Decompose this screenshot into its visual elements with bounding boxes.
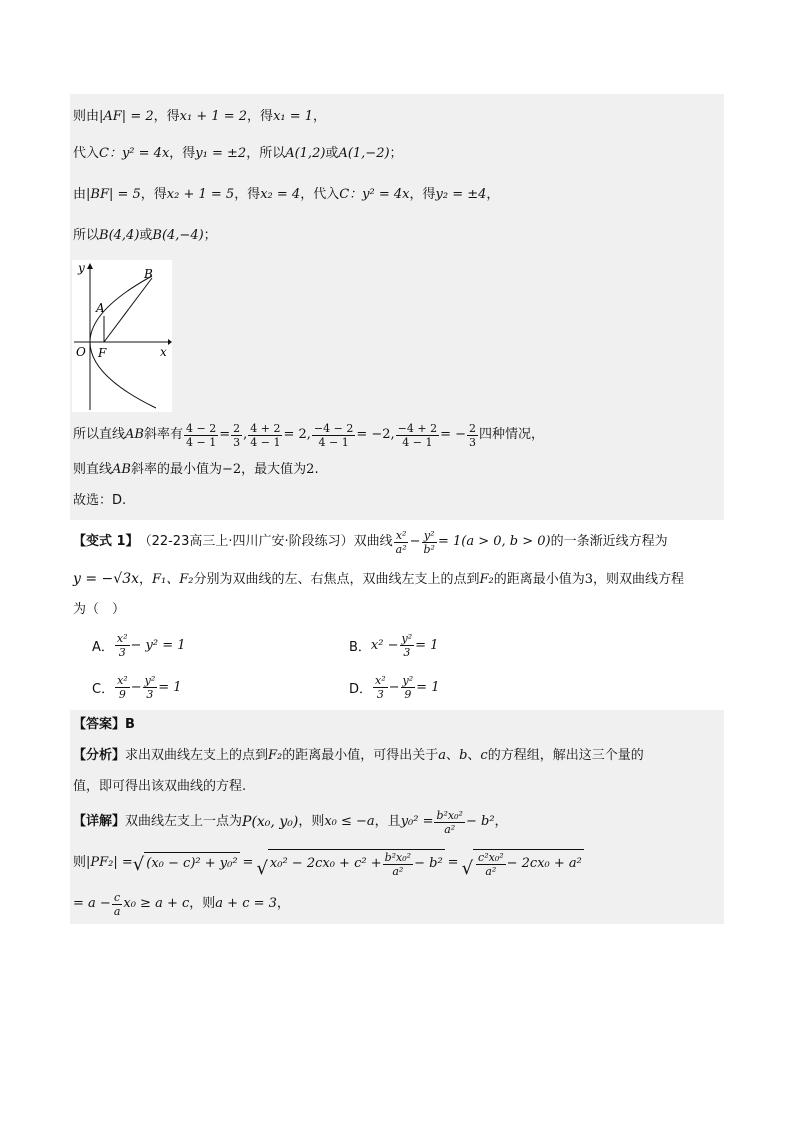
text: 或: [325, 146, 339, 161]
math: = 2,: [283, 427, 311, 442]
text: 由: [73, 187, 87, 202]
fraction: [401, 674, 416, 701]
text: ，: [486, 187, 500, 202]
text: ，则双曲线方程: [593, 572, 685, 587]
math: − y² = 1: [130, 637, 186, 653]
text: 为（ ）: [73, 602, 126, 617]
math: 2: [306, 462, 315, 477]
text: ；: [389, 146, 403, 161]
text: 的一条渐近线方程为: [550, 534, 668, 549]
text: ，: [313, 109, 327, 124]
math: |PF₂| =: [86, 855, 133, 870]
text: 故选：D.: [73, 493, 127, 508]
numerator: −4 − 2: [313, 421, 354, 435]
fraction: [476, 851, 506, 878]
denominator: 3: [233, 435, 241, 449]
text: 、: [467, 748, 481, 763]
line-substitute-a: [70, 134, 724, 174]
text: 的距离最小值，可得出关于: [282, 748, 439, 763]
math: x² −: [370, 637, 399, 653]
math: − b²: [465, 814, 495, 829]
math: x₁ = 1: [273, 109, 314, 124]
math: x₁ + 1 = 2: [179, 109, 248, 124]
origin-label: O: [76, 345, 86, 359]
point-b-label: B: [144, 267, 153, 281]
text: 则: [73, 855, 87, 870]
text: ，则: [189, 896, 216, 911]
denominator: a²: [485, 864, 497, 878]
math: − 2cx₀ + a²: [506, 856, 582, 871]
fraction: [115, 632, 130, 659]
math: B(4,−4): [152, 228, 204, 243]
math: AB: [125, 427, 144, 442]
numerator: b²x₀²: [384, 850, 412, 864]
square-root: [256, 849, 444, 878]
square-root: [133, 852, 240, 874]
radical-sign: √: [132, 854, 145, 875]
point-a-label: A: [96, 301, 105, 315]
denominator: 4 − 1: [318, 435, 349, 449]
math: F₂: [268, 748, 283, 763]
numerator: c: [114, 890, 121, 904]
numerator: 2: [469, 421, 477, 435]
option-a-label: A．: [92, 639, 114, 655]
math: AB: [112, 462, 131, 477]
math: y₂ = ±4: [435, 187, 487, 202]
text: ，且: [374, 814, 401, 829]
line-min-max: [70, 454, 724, 486]
math: = 1: [416, 679, 440, 695]
numerator: 4 − 2: [185, 421, 217, 435]
math: x₂ + 1 = 5: [166, 187, 235, 202]
text: 或: [139, 228, 153, 243]
math: c: [480, 748, 488, 763]
text: ，得: [140, 187, 167, 202]
text: 的距离最小值为: [493, 572, 585, 587]
math: =: [242, 855, 254, 870]
math: = a −: [73, 896, 111, 911]
question-line-3: [70, 594, 724, 626]
option-c[interactable]: [92, 668, 182, 706]
math: x₂ = 4: [260, 187, 301, 202]
x-axis-arrow: [168, 339, 172, 345]
option-d[interactable]: [349, 668, 439, 706]
text: ；: [203, 228, 217, 243]
question-line-2: [70, 564, 724, 594]
radical-sign: √: [256, 857, 268, 879]
answer-value: B: [125, 717, 135, 732]
answer-block: [70, 710, 724, 924]
math: y₀² =: [400, 814, 434, 829]
text: 值，即可得出该双曲线的方程.: [73, 779, 247, 794]
analysis-tag: 【分析】: [73, 748, 126, 763]
math: A(1,−2): [338, 146, 390, 161]
fraction: [184, 422, 218, 449]
math: x₀² − 2cx₀ + c² +: [269, 856, 382, 871]
fraction: [143, 674, 158, 701]
fraction: [312, 422, 355, 449]
fraction: [394, 529, 409, 556]
option-b[interactable]: [349, 626, 438, 664]
math: a + c = 3: [215, 896, 277, 911]
text: 的方程组，解出这三个量的: [487, 748, 644, 763]
numerator: y²: [402, 673, 414, 687]
text: 所以: [73, 228, 100, 243]
math: −: [388, 679, 400, 695]
question-line-1: [70, 520, 724, 564]
fraction: [248, 422, 282, 449]
denominator: 4 − 1: [250, 435, 281, 449]
radicand: (x₀ − c)² + y₀²: [144, 852, 239, 874]
denominator: a²: [392, 864, 404, 878]
denominator: 9: [118, 687, 126, 701]
denominator: 3: [403, 645, 411, 659]
text: ，最大值为: [241, 462, 307, 477]
fraction: [231, 422, 242, 449]
math: |BF| = 5: [86, 187, 141, 202]
numerator: y²: [423, 528, 435, 542]
denominator: 3: [146, 687, 154, 701]
denominator: b²: [423, 542, 435, 556]
denominator: 3: [469, 435, 477, 449]
math: −2: [221, 462, 242, 477]
math: b: [459, 748, 468, 763]
text: 分别为双曲线的左、右焦点，双曲线左支上的点到: [193, 572, 480, 587]
document-page: [70, 94, 724, 924]
math: =: [447, 855, 459, 870]
denominator: a: [113, 904, 121, 918]
answer-tag: 【答案】: [73, 717, 126, 732]
y-axis-arrow: [87, 263, 93, 269]
text: ，: [494, 814, 508, 829]
math: =: [219, 427, 231, 442]
segment-fb: [104, 278, 152, 342]
denominator: a²: [444, 822, 456, 836]
denominator: a²: [395, 542, 407, 556]
numerator: 2: [233, 421, 241, 435]
denominator: 4 − 1: [402, 435, 433, 449]
detail-line-2: [70, 842, 724, 884]
math: P(x₀, y₀): [242, 814, 299, 830]
option-a[interactable]: [92, 626, 186, 664]
analysis-line-2: [70, 772, 724, 802]
text: ，则: [298, 814, 325, 829]
math: C：y² = 4x: [99, 146, 170, 161]
detail-line-3: [70, 884, 724, 924]
options: [70, 626, 724, 710]
text: 则直线: [73, 462, 113, 477]
parabola-figure: [70, 256, 724, 416]
math: x₀ ≤ −a: [324, 814, 375, 829]
math: B(4,4): [99, 228, 140, 243]
radical-sign: √: [461, 857, 474, 879]
numerator: x²: [375, 673, 386, 687]
variant-tag: 【变式 1】: [73, 534, 139, 549]
math: = 1(a > 0, b > 0): [437, 534, 551, 549]
fraction: [434, 809, 464, 836]
radicand: [473, 849, 584, 878]
text: ，: [276, 896, 290, 911]
denominator: 4 − 1: [185, 435, 217, 449]
text: 则由: [73, 109, 100, 124]
denominator: 9: [404, 687, 412, 701]
math: |AF| = 2: [99, 109, 154, 124]
fraction: [467, 422, 478, 449]
math: −: [409, 534, 421, 549]
point-f-label: F: [98, 346, 107, 360]
text: 、: [446, 748, 460, 763]
text: 所以直线: [73, 427, 126, 442]
question-block: [70, 520, 724, 710]
text: 斜率的最小值为: [130, 462, 222, 477]
math: F₂: [479, 572, 494, 587]
text: 求出双曲线左支上的点到: [125, 748, 269, 763]
math: a: [438, 748, 447, 763]
numerator: x²: [395, 528, 407, 542]
math: = −: [440, 427, 467, 442]
square-root: [462, 849, 584, 878]
fraction: [112, 891, 123, 918]
numerator: y²: [144, 673, 156, 687]
denominator: 3: [118, 645, 126, 659]
line-choose: [70, 486, 724, 520]
numerator: y²: [401, 631, 413, 645]
fraction: [383, 851, 413, 878]
text: ，: [139, 572, 153, 587]
fraction: [373, 674, 388, 701]
line-point-b: [70, 216, 724, 256]
parabola-diagram: [72, 260, 172, 412]
text: 双曲线左支上一点为: [125, 814, 243, 829]
math: F₁、F₂: [152, 572, 194, 587]
math: ,: [243, 427, 248, 442]
answer-line: [70, 710, 724, 740]
option-b-label: B．: [349, 639, 371, 655]
numerator: 4 + 2: [250, 421, 281, 435]
text: ，得: [169, 146, 196, 161]
denominator: 3: [376, 687, 384, 701]
text: ，得: [409, 187, 436, 202]
option-c-label: C．: [92, 681, 115, 697]
text: .: [314, 462, 319, 477]
text: ，得: [153, 109, 180, 124]
text: 代入: [73, 146, 100, 161]
solution-block: [70, 94, 724, 520]
math: C：y² = 4x: [339, 187, 410, 202]
math: y = −√3x: [73, 571, 139, 587]
math: = −2,: [356, 427, 395, 442]
text: ，得: [234, 187, 261, 202]
text: ，所以: [246, 146, 286, 161]
detail-tag: 【详解】: [73, 814, 126, 829]
fraction: [396, 422, 439, 449]
numerator: x²: [116, 631, 128, 645]
text: ，代入: [300, 187, 340, 202]
math: y₁ = ±2: [195, 146, 247, 161]
numerator: c²x₀²: [478, 850, 504, 864]
fraction: [115, 674, 130, 701]
y-axis-label: y: [78, 261, 85, 275]
radicand: [268, 849, 445, 878]
detail-line-1: [70, 802, 724, 842]
fraction: [400, 632, 415, 659]
numerator: −4 + 2: [397, 421, 438, 435]
text: 双曲线: [353, 534, 393, 549]
x-axis-label: x: [160, 345, 167, 359]
text: 四种情况，: [479, 427, 545, 442]
math: A(1,2): [285, 146, 326, 161]
option-d-label: D．: [349, 681, 373, 697]
math: 3: [584, 572, 594, 587]
math: −: [130, 679, 142, 695]
line-bf: [70, 174, 724, 216]
text: ，得: [247, 109, 274, 124]
numerator: b²x₀²: [436, 808, 463, 822]
math: x₀ ≥ a + c: [123, 896, 190, 911]
math: = 1: [415, 637, 439, 653]
text: 斜率有: [143, 427, 183, 442]
analysis-line-1: [70, 740, 724, 772]
source: （22-23高三上·四川广安·阶段练习）: [138, 534, 354, 549]
math: − b²: [414, 856, 443, 871]
line-slopes: [70, 416, 724, 454]
numerator: x²: [117, 673, 128, 687]
math: = 1: [158, 679, 182, 695]
fraction: [422, 529, 437, 556]
line-af: [70, 96, 724, 134]
